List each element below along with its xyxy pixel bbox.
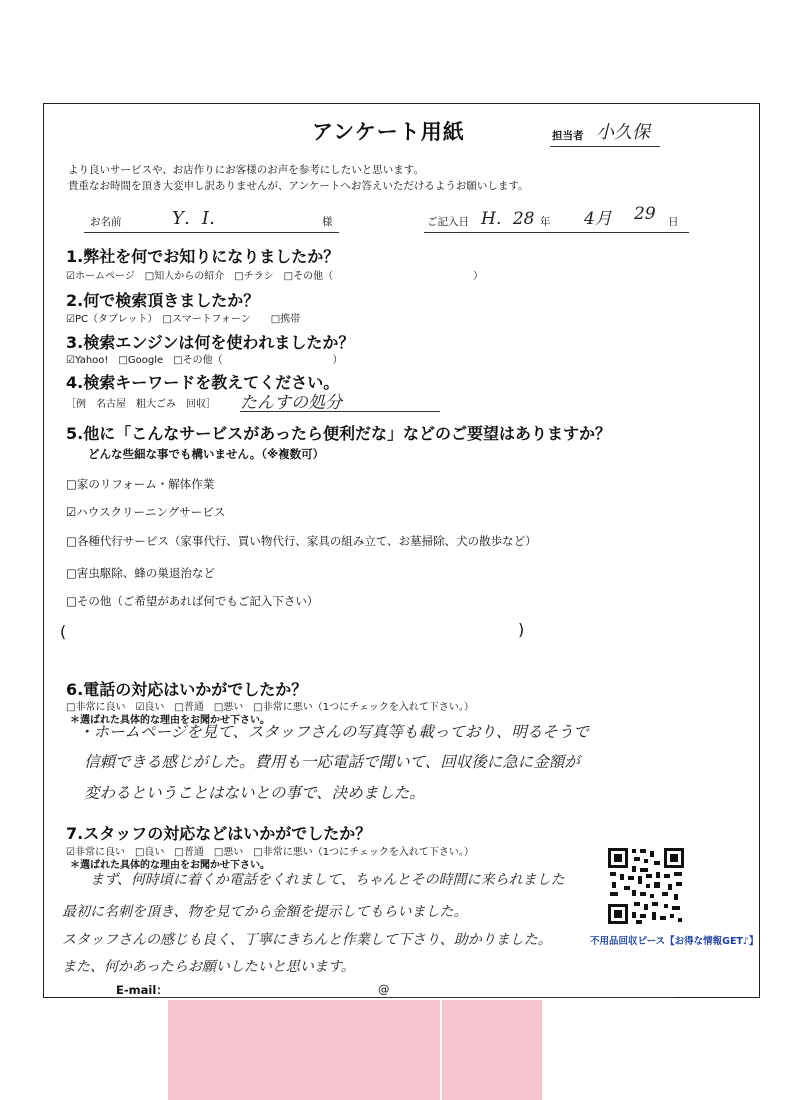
q6-title: 6.電話の対応はいかがでしたか？ xyxy=(66,680,308,699)
q5-option-5: □その他（ご希望があれば何でもご記入下さい） xyxy=(66,594,319,608)
staff-name: 小久保 xyxy=(596,122,650,143)
q2-options: ☑PC（タブレット） □スマートフォーン □携帯 xyxy=(66,314,301,325)
pink-mask-left xyxy=(168,1000,440,1100)
q6-answer-line-2: 信頼できる感じがした。費用も一応電話で聞いて、回収後に急に金額が xyxy=(84,753,580,771)
intro-line-2: 貴重なお時間を頂き大変申し訳ありませんが、アンケートへお答えいただけるようお願いします。 xyxy=(68,180,529,192)
q1-title: 1.弊社を何でお知りになりましたか？ xyxy=(66,247,340,266)
sama-label: 様 xyxy=(322,216,333,228)
q4-example: ［例 名古屋 粗大ごみ 回収］ xyxy=(66,399,216,410)
date-day: 29 xyxy=(634,204,656,224)
intro-line-1: より良いサービスや、お店作りにお客様のお声を参考にしたいと思います。 xyxy=(68,164,424,176)
q3-title: 3.検索エンジンは何を使われましたか？ xyxy=(66,333,355,352)
email-at: @ xyxy=(378,982,390,996)
q5-subtitle: どんな些細な事でも構いません。（※複数可） xyxy=(88,447,325,461)
pink-mask-right xyxy=(442,1000,542,1100)
q5-paren-open: ( xyxy=(60,622,67,641)
q4-title: 4.検索キーワードを教えてください。 xyxy=(66,373,340,392)
email-label: E-mail： xyxy=(116,983,168,997)
q3-options: ☑Yahoo! □Google □その他（ ） xyxy=(66,355,343,366)
name-value: Y．I． xyxy=(172,208,227,229)
date-month: 4月 xyxy=(584,209,612,229)
q7-title: 7.スタッフの対応などはいかがでしたか？ xyxy=(66,824,372,843)
q5-option-2: ☑ハウスクリーニングサービス xyxy=(66,505,226,519)
form-title: アンケート用紙 xyxy=(312,120,465,144)
date-underline xyxy=(424,232,689,233)
q7-answer-line-1: まず、何時頃に着くか電話をくれまして、ちゃんとその時間に来られました xyxy=(90,872,565,888)
q7-answer-line-3: スタッフさんの感じも良く、丁寧にきちんと作業して下さり、助かりました。 xyxy=(62,932,552,948)
staff-underline xyxy=(550,146,660,147)
name-underline xyxy=(84,232,339,233)
q7-reason-label: ＊選ばれた具体的な理由をお聞かせ下さい。 xyxy=(70,860,270,871)
q5-option-1: □家のリフォーム・解体作業 xyxy=(66,477,215,491)
q7-options: ☑非常に良い □良い □普通 □悪い □非常に悪い（1つにチェックを入れて下さい。） xyxy=(66,847,474,858)
q5-paren-close: ) xyxy=(518,620,525,639)
q4-underline xyxy=(240,411,440,412)
day-label: 日 xyxy=(668,216,679,228)
qr-caption: 不用品回収ピース【お得な情報GET♪】 xyxy=(590,936,759,947)
q6-options: □非常に良い ☑良い □普通 □悪い □非常に悪い（1つにチェックを入れて下さい。） xyxy=(66,702,474,713)
q5-option-3: □各種代行サービス（家事代行、買い物代行、家具の組み立て、お墓掃除、犬の散歩など） xyxy=(66,534,537,548)
qr-code-icon xyxy=(606,846,686,926)
year-label: 年 xyxy=(540,216,551,228)
questionnaire-sheet xyxy=(43,103,760,998)
q4-answer: たんすの処分 xyxy=(240,393,342,413)
q7-answer-line-2: 最初に名刺を頂き、物を見てから金額を提示してもらいました。 xyxy=(62,904,468,920)
q2-title: 2.何で検索頂きましたか？ xyxy=(66,291,260,310)
date-era: H．28 xyxy=(481,209,535,229)
q1-options: ☑ホームページ □知人からの紹介 □チラシ □その他（ ） xyxy=(66,271,484,282)
date-label: ご記入日 xyxy=(427,216,469,228)
name-label: お名前 xyxy=(90,216,122,228)
q6-answer-line-3: 変わるということはないとの事で、決めました。 xyxy=(84,784,425,802)
staff-label: 担当者 xyxy=(552,130,584,142)
email-underline xyxy=(116,997,676,998)
q7-answer-line-4: また、何かあったらお願いしたいと思います。 xyxy=(62,959,355,975)
q6-answer-line-1: ・ホームページを見て、スタッフさんの写真等も載っており、明るそうで xyxy=(78,723,589,741)
q5-option-4: □害虫駆除、蜂の巣退治など xyxy=(66,566,215,580)
q5-title: 5.他に「こんなサービスがあったら便利だな」などのご要望はありますか？ xyxy=(66,424,612,443)
q6-reason-label: ＊選ばれた具体的な理由をお聞かせ下さい。 xyxy=(70,715,270,726)
